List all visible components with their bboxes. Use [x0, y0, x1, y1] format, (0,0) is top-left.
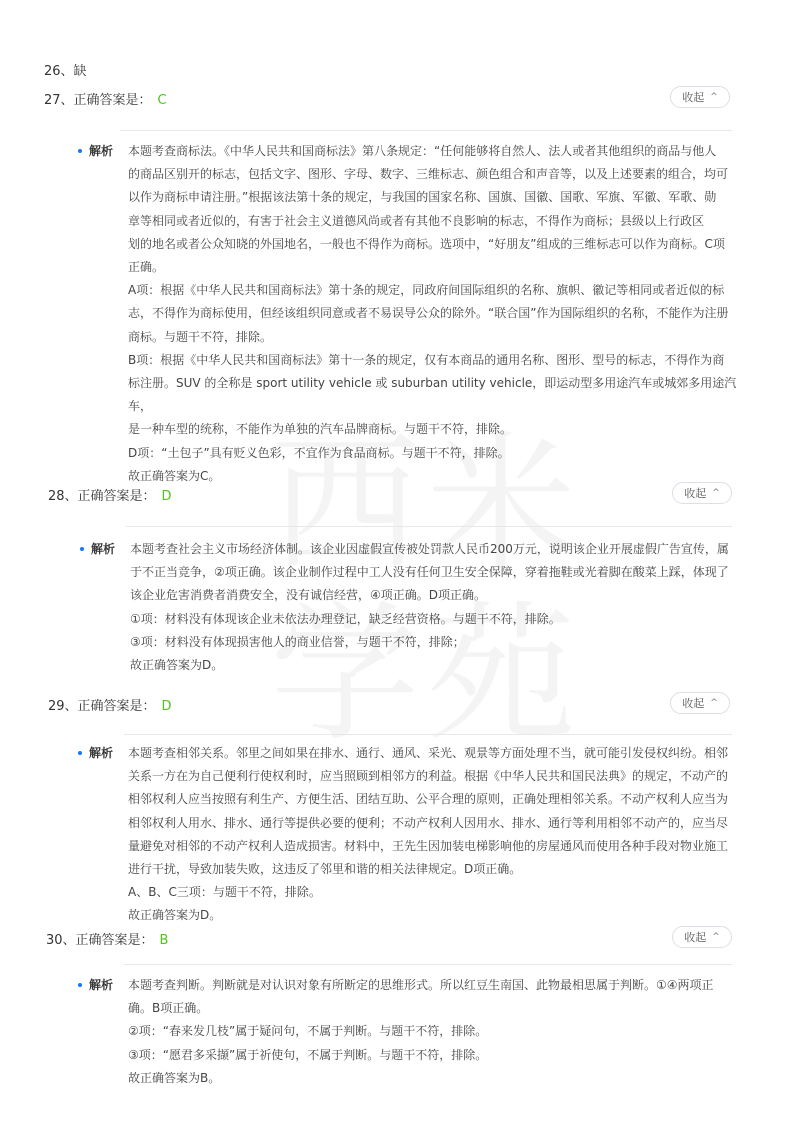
divider [124, 964, 732, 965]
collapse-label: 收起 [684, 487, 707, 500]
analysis-line: 进行干扰，导致加装失败，这违反了邻里和谐的相关法律规定。D项正确。 [128, 862, 522, 877]
analysis-line: 确。B项正确。 [128, 1001, 209, 1016]
analysis-body [128, 140, 738, 488]
question-27 [0, 86, 800, 483]
question-title [48, 695, 172, 714]
divider [124, 734, 732, 735]
analysis-line: 相邻权利人应当按照有利生产、方便生活、团结互助、公平合理的原则，正确处理相邻关系。不动产权利人应当为 [128, 792, 729, 807]
analysis-label: 解析 [89, 746, 114, 760]
analysis-line: ①项：材料没有体现该企业未依法办理登记，缺乏经营资格。与题干不符，排除。 [130, 611, 561, 626]
analysis-line: 标注册。SUV 的全称是 sport utility vehicle 或 suburban utility vehicle，即运动型多用途汽车或城郊多用途汽车， [128, 376, 737, 414]
correct-answer: B [159, 933, 169, 948]
analysis-body [128, 974, 714, 1090]
analysis-line: 故正确答案为D。 [130, 658, 224, 673]
analysis-line: 是一种车型的统称，不能作为单独的汽车品牌商标。与题干不符，排除。 [128, 422, 513, 437]
question-title [46, 929, 168, 948]
analysis-line: B项：根据《中华人民共和国商标法》第十一条的规定，仅有本商品的通用名称、图形、型号的标志，不得作为商 [128, 352, 725, 367]
chevron-up-icon: ^ [712, 932, 720, 942]
analysis-line: 以作为商标申请注册。”根据该法第十条的规定，与我国的国家名称、国旗、国徽、国歌、军旗、军徽、军歌、勋 [128, 190, 717, 205]
bullet-dot [80, 547, 84, 551]
analysis-line: A项：根据《中华人民共和国商标法》第十条的规定，同政府间国际组织的名称、旗帜、徽记等相同或者近似的标 [128, 283, 725, 298]
analysis-line: 商标。与题干不符，排除。 [128, 329, 273, 344]
analysis-line: 本题考查商标法。《中华人民共和国商标法》第八条规定：“任何能够将自然人、法人或者其他组织的商品与他人 [128, 144, 717, 158]
analysis-line: 相邻权利人用水、排水、通行等提供必要的便利；不动产权利人因用水、排水、通行等利用相邻不动产的，应当尽 [128, 815, 729, 830]
chevron-up-icon: ^ [710, 92, 718, 102]
analysis-line: 正确。 [128, 260, 165, 275]
analysis-line: ③项：“愿君多采撷”属于祈使句，不属于判断。与题干不符，排除。 [128, 1047, 488, 1062]
analysis-line: ③项：材料没有体现损害他人的商业信誉，与题干不符，排除； [130, 634, 465, 649]
collapse-label: 收起 [682, 91, 705, 104]
analysis-line: D项：“土包子”具有贬义色彩，不宜作为食品商标。与题干不符，排除。 [128, 445, 510, 460]
question-header [0, 482, 800, 506]
analysis-line: 划的地名或者公众知晓的外国地名，一般也不得作为商标。选项中，“好朋友”组成的三维标志可以作为商标。C项 [128, 236, 725, 251]
analysis-line: 故正确答案为D。 [128, 908, 222, 923]
divider [120, 130, 732, 131]
missing-question-26: 26、缺 [44, 64, 87, 79]
question-30 [0, 926, 800, 1085]
correct-answer: D [161, 489, 172, 504]
analysis-label: 解析 [91, 542, 116, 556]
analysis-line: 故正确答案为C。 [128, 468, 221, 483]
analysis-label: 解析 [89, 978, 114, 992]
collapse-button[interactable] [672, 482, 732, 504]
question-title [44, 89, 167, 108]
correct-answer: C [157, 93, 167, 108]
question-28 [0, 482, 800, 673]
analysis-line: 章等相同或者近似的，有害于社会主义道德风尚或者有其他不良影响的标志，不得作为商标；县级以上行政区 [128, 213, 705, 228]
bullet-dot [78, 751, 82, 755]
question-title [48, 485, 172, 504]
question-header [0, 692, 800, 716]
question-header [0, 86, 800, 110]
question-number: 27、正确答案是： [44, 93, 152, 108]
bullet-dot [78, 983, 82, 987]
question-number: 29、正确答案是： [48, 699, 156, 714]
analysis-line: 的商品区别开的标志，包括文字、图形、字母、数字、三维标志、颜色组合和声音等，以及上述要素的组合，均可 [128, 167, 729, 182]
question-29 [0, 692, 800, 923]
analysis-line: ②项：“春来发几枝”属于疑问句，不属于判断。与题干不符，排除。 [128, 1024, 488, 1039]
chevron-up-icon: ^ [710, 698, 718, 708]
analysis-line: 本题考查相邻关系。邻里之间如果在排水、通行、通风、采光、观景等方面处理不当，就可能引发侵权纠纷。相邻 [128, 746, 729, 760]
analysis-line: 于不正当竞争，②项正确。该企业制作过程中工人没有任何卫生安全保障，穿着拖鞋或光着脚在酸菜上踩，体现了 [130, 565, 729, 580]
analysis-line: A、B、C三项：与题干不符，排除。 [128, 885, 321, 900]
analysis-label: 解析 [89, 144, 114, 158]
analysis-line: 本题考查社会主义市场经济体制。该企业因虚假宣传被处罚款人民币200万元，说明该企业开展虚假广告宣传，属 [130, 542, 729, 556]
bullet-dot [78, 149, 82, 153]
question-header [0, 926, 800, 950]
chevron-up-icon: ^ [712, 488, 720, 498]
analysis-line: 故正确答案为B。 [128, 1070, 221, 1085]
collapse-button[interactable] [670, 692, 730, 714]
question-number: 28、正确答案是： [48, 489, 156, 504]
analysis-body [130, 538, 729, 677]
divider [126, 526, 732, 527]
collapse-button[interactable] [672, 926, 732, 948]
analysis-line: 志，不得作为商标使用，但经该组织同意或者不易误导公众的除外。“联合国”作为国际组织的名称，不能作为注册 [128, 306, 729, 321]
analysis-line: 该企业危害消费者消费安全，没有诚信经营，④项正确。D项正确。 [130, 588, 487, 603]
analysis-line: 本题考查判断。判断就是对认识对象有所断定的思维形式。所以红豆生南国、此物最相思属于判断。①④两项正 [128, 978, 714, 992]
analysis-body [128, 742, 728, 928]
analysis-line: 量避免对相邻的不动产权利人造成损害。材料中，王先生因加装电梯影响他的房屋通风而使用各种手段对物业施工 [128, 838, 729, 853]
collapse-label: 收起 [684, 931, 707, 944]
collapse-button[interactable] [670, 86, 730, 108]
analysis-line: 关系一方在为自己便利行使权利时，应当照顾到相邻方的利益。根据《中华人民共和国民法典》的规定，不动产的 [128, 769, 729, 784]
correct-answer: D [161, 699, 172, 714]
question-number: 30、正确答案是： [46, 933, 154, 948]
collapse-label: 收起 [682, 697, 705, 710]
